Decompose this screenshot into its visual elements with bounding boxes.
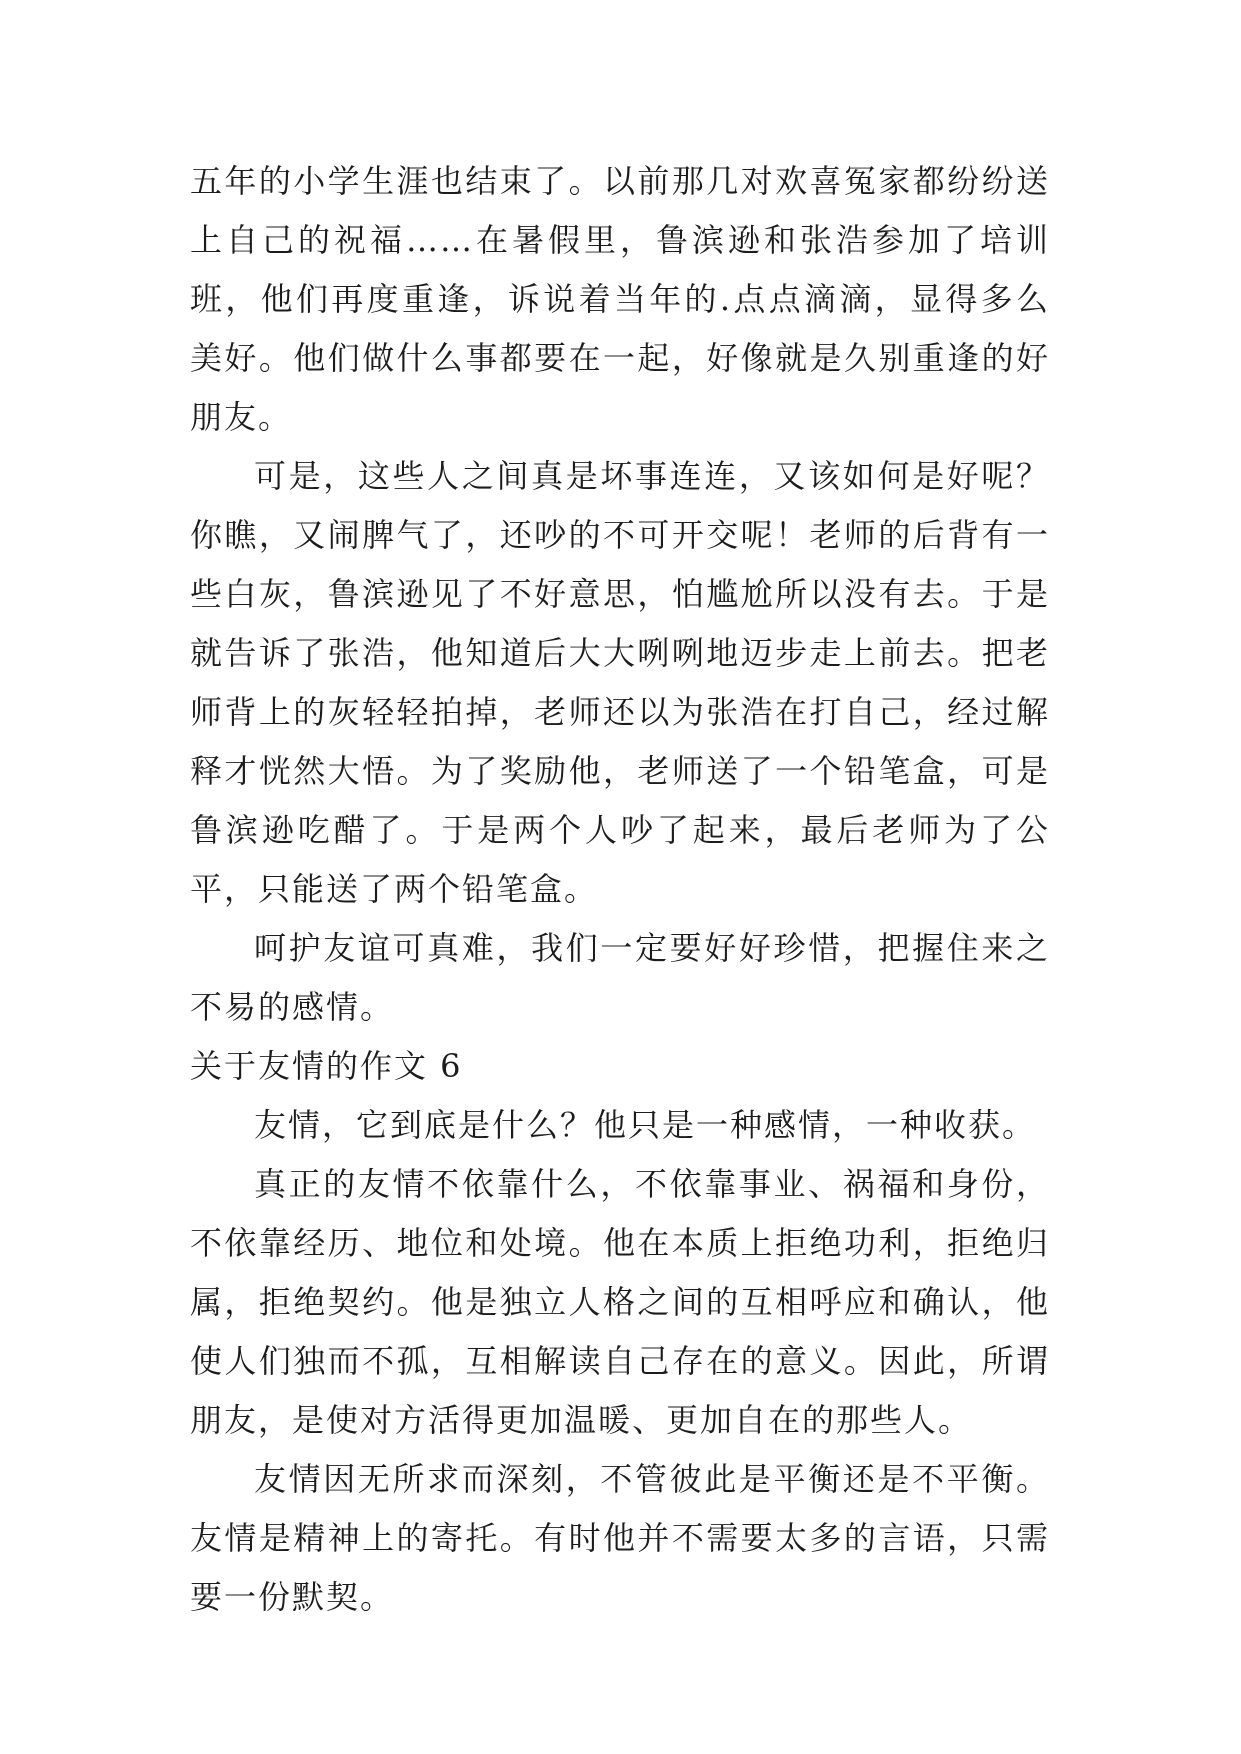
paragraph-3: 呵护友谊可真难，我们一定要好好珍惜，把握住来之不易的感情。: [190, 929, 1050, 1026]
document-body: [190, 152, 1050, 1627]
section-title: 关于友情的作文 6: [190, 1047, 463, 1085]
paragraph-1: 五年的小学生涯也结束了。以前那几对欢喜冤家都纷纷送上自己的祝福……在暑假里，鲁滨逊和张浩参加了培训班，他们再度重逢，诉说着当年的.点点滴滴，显得多么美好。他们做什么事都要在一起，好像就是久别重逢的好朋友。: [190, 162, 1050, 436]
paragraph-2: 可是，这些人之间真是坏事连连，又该如何是好呢？你瞧，又闹脾气了，还吵的不可开交呢！老师的后背有一些白灰，鲁滨逊见了不好意思，怕尴尬所以没有去。于是就告诉了张浩，他知道后大大咧咧地迈步走上前去。把老师背上的灰轻轻拍掉，老师还以为张浩在打自己，经过解释才恍然大悟。为了奖励他，老师送了一个铅笔盒，可是鲁滨逊吃醋了。于是两个人吵了起来，最后老师为了公平，只能送了两个铅笔盒。: [190, 457, 1050, 908]
paragraph-4: 友情，它到底是什么？他只是一种感情，一种收获。: [254, 1106, 1037, 1144]
paragraph-5: 真正的友情不依靠什么，不依靠事业、祸福和身份，不依靠经历、地位和处境。他在本质上拒绝功利，拒绝归属，拒绝契约。他是独立人格之间的互相呼应和确认，他使人们独而不孤，互相解读自己存在的意义。因此，所谓朋友，是使对方活得更加温暖、更加自在的那些人。: [190, 1165, 1050, 1439]
paragraph-6: 友情因无所求而深刻，不管彼此是平衡还是不平衡。友情是精神上的寄托。有时他并不需要太多的言语，只需要一份默契。: [190, 1460, 1050, 1616]
